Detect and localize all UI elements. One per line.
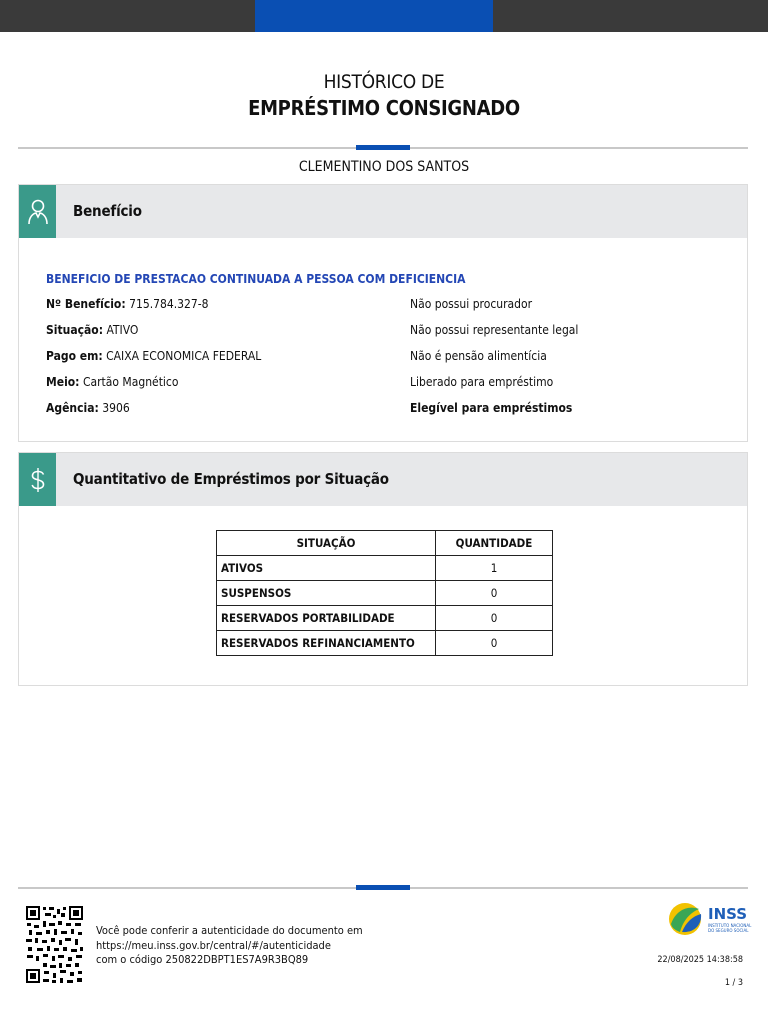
logo-text: INSS bbox=[708, 905, 748, 923]
beneficio-panel bbox=[18, 184, 748, 442]
dollar-icon bbox=[19, 453, 56, 506]
top-bar bbox=[0, 0, 768, 32]
footer-divider-mark bbox=[356, 885, 410, 890]
authenticity-notice bbox=[96, 924, 363, 968]
legal-rep-status: Não possui representante legal bbox=[410, 323, 579, 337]
header-divider bbox=[18, 147, 748, 149]
benefit-type: BENEFICIO DE PRESTACAO CONTINUADA A PESSOA COM DEFICIENCIA bbox=[46, 272, 466, 286]
loan-eligibility-status: Elegível para empréstimos bbox=[410, 401, 573, 415]
quantity-cell: 1 bbox=[436, 556, 553, 581]
agency-row bbox=[46, 401, 130, 415]
doc-title-line1: HISTÓRICO DE bbox=[323, 71, 445, 93]
quantitativo-panel-header bbox=[19, 453, 747, 506]
authenticity-url: https://meu.inss.gov.br/central/#/autenticidade bbox=[96, 938, 331, 952]
payment-method-label: Meio: bbox=[46, 375, 80, 389]
benefit-number-row bbox=[46, 297, 209, 311]
table-header-row bbox=[217, 531, 553, 556]
status-cell: RESERVADOS PORTABILIDADE bbox=[217, 606, 436, 631]
benefit-number-label: Nº Benefício: bbox=[46, 297, 126, 311]
benefit-status-value: ATIVO bbox=[106, 323, 139, 337]
table-row bbox=[217, 631, 553, 656]
loan-release-status: Liberado para empréstimo bbox=[410, 375, 554, 389]
page-number: 1 / 3 bbox=[724, 978, 743, 988]
doc-title-line2: EMPRÉSTIMO CONSIGNADO bbox=[248, 96, 520, 120]
benefit-status-row bbox=[46, 323, 138, 337]
payment-method-value: Cartão Magnético bbox=[82, 375, 179, 389]
benefit-status-label: Situação: bbox=[46, 323, 104, 337]
alimony-status: Não é pensão alimentícia bbox=[410, 349, 547, 363]
header-divider-mark bbox=[356, 145, 410, 150]
quantity-cell: 0 bbox=[436, 631, 553, 656]
logo-subtitle-line2: DO SEGURO SOCIAL bbox=[708, 928, 749, 933]
paid-at-row bbox=[46, 349, 261, 363]
table-row bbox=[217, 556, 553, 581]
table-row bbox=[217, 606, 553, 631]
person-name: CLEMENTINO DOS SANTOS bbox=[298, 159, 470, 175]
quantity-cell: 0 bbox=[436, 581, 553, 606]
quantitativo-panel bbox=[18, 452, 748, 686]
quantitativo-section-title: Quantitativo de Empréstimos por Situação bbox=[73, 470, 389, 488]
payment-method-row bbox=[46, 375, 178, 389]
user-icon bbox=[19, 185, 56, 238]
loans-by-status-table bbox=[216, 530, 553, 656]
benefit-number-value: 715.784.327-8 bbox=[129, 297, 209, 311]
status-cell: ATIVOS bbox=[217, 556, 436, 581]
proxy-status: Não possui procurador bbox=[410, 297, 533, 311]
logo-subtitle-line1: INSTITUTO NACIONAL bbox=[708, 923, 752, 928]
top-bar-accent bbox=[255, 0, 493, 32]
status-cell: SUSPENSOS bbox=[217, 581, 436, 606]
quantity-cell: 0 bbox=[436, 606, 553, 631]
agency-value: 3906 bbox=[102, 401, 130, 415]
authenticity-code: com o código 250822DBPT1ES7A9R3BQ89 bbox=[96, 953, 309, 966]
column-header-quantidade: QUANTIDADE bbox=[436, 531, 553, 556]
qr-code-icon bbox=[25, 905, 85, 985]
paid-at-value: CAIXA ECONOMICA FEDERAL bbox=[106, 349, 262, 363]
beneficio-section-title: Benefício bbox=[73, 202, 142, 220]
agency-label: Agência: bbox=[46, 401, 99, 415]
generated-datetime: 22/08/2025 14:38:58 bbox=[657, 955, 743, 965]
table-row bbox=[217, 581, 553, 606]
column-header-situacao: SITUAÇÃO bbox=[217, 531, 436, 556]
status-cell: RESERVADOS REFINANCIAMENTO bbox=[217, 631, 436, 656]
beneficio-panel-header bbox=[19, 185, 747, 238]
paid-at-label: Pago em: bbox=[46, 349, 103, 363]
inss-logo-icon bbox=[668, 902, 752, 936]
footer-divider bbox=[18, 887, 748, 889]
authenticity-line-1: Você pode conferir a autenticidade do documento em bbox=[96, 924, 363, 937]
